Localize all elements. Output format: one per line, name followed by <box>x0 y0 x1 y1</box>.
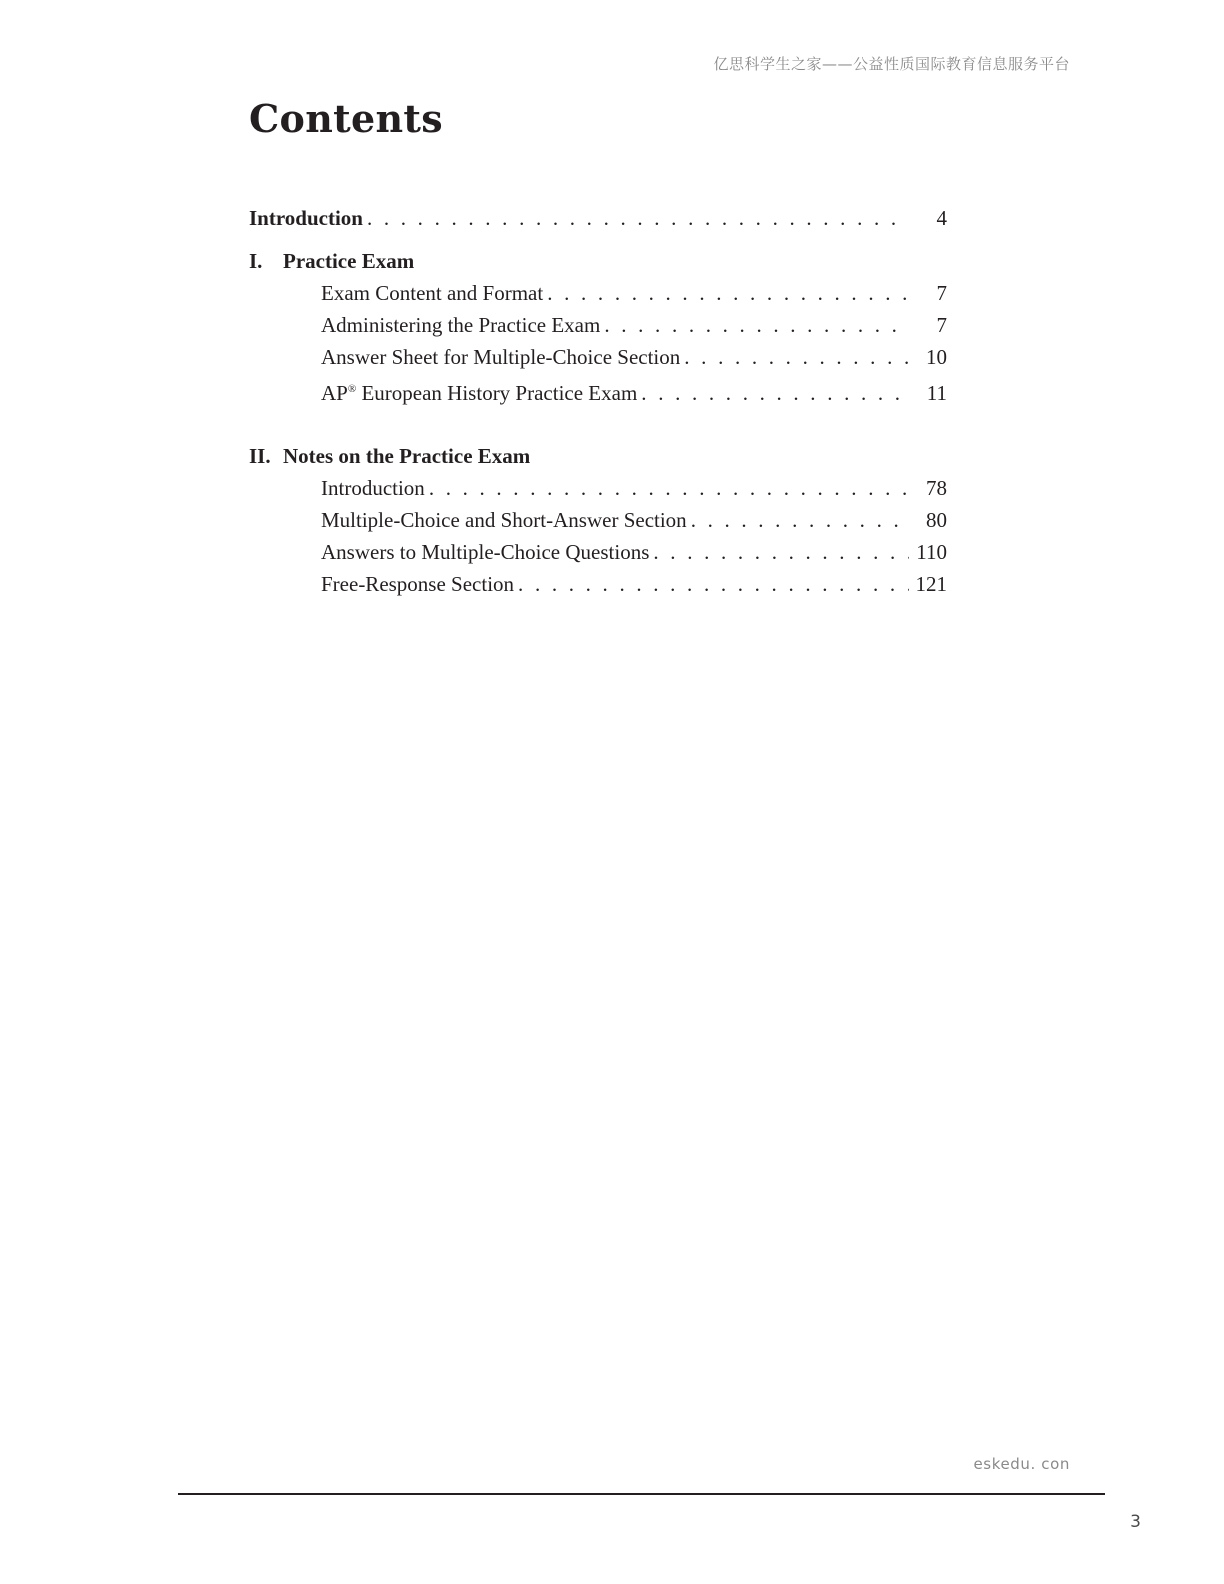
footer-watermark: eskedu. con <box>973 1455 1070 1473</box>
page-number: 3 <box>1130 1512 1141 1532</box>
toc-entry-multiple-choice-short-answer[interactable] <box>249 504 947 536</box>
toc-entry-label: Answer Sheet for Multiple-Choice Section <box>321 345 681 369</box>
toc-entry-label: Exam Content and Format <box>321 281 544 305</box>
toc-entry-exam-content[interactable] <box>249 277 947 309</box>
dot-leader <box>518 568 909 600</box>
toc-entry-label: Multiple-Choice and Short-Answer Section <box>321 508 687 532</box>
toc-entry-label: Introduction <box>249 206 363 230</box>
toc-entry-page: 7 <box>936 281 947 305</box>
section-title: Practice Exam <box>283 249 415 273</box>
dot-leader <box>691 504 909 536</box>
section-number: II. <box>249 444 271 468</box>
section-heading-notes[interactable] <box>249 440 947 472</box>
toc-entry-page: 4 <box>936 206 947 230</box>
dot-leader <box>684 341 909 373</box>
toc-entry-practice-exam[interactable] <box>249 373 947 405</box>
toc-entry-free-response[interactable] <box>249 568 947 600</box>
toc-entry-page: 11 <box>926 381 947 405</box>
registered-mark: ® <box>347 383 357 395</box>
label-prefix: AP <box>321 381 348 405</box>
toc-entry-label <box>321 373 637 409</box>
toc-entry-page: 10 <box>926 345 947 369</box>
toc-entry-label: Free-Response Section <box>321 572 515 596</box>
toc-entry-notes-introduction[interactable] <box>249 472 947 504</box>
toc-entry-answer-sheet[interactable] <box>249 341 947 373</box>
toc-entry-administering[interactable] <box>249 309 947 341</box>
table-of-contents <box>249 202 947 600</box>
footer-divider <box>178 1493 1105 1495</box>
dot-leader <box>429 472 909 504</box>
toc-entry-label: Answers to Multiple-Choice Questions <box>321 540 650 564</box>
toc-entry-page: 110 <box>916 540 947 564</box>
toc-entry-page: 7 <box>936 313 947 337</box>
header-watermark: 亿思科学生之家——公益性质国际教育信息服务平台 <box>713 55 1070 73</box>
dot-leader <box>547 277 909 309</box>
section-number: I. <box>249 249 263 273</box>
dot-leader <box>604 309 909 341</box>
dot-leader <box>641 377 909 409</box>
toc-entry-page: 80 <box>926 508 947 532</box>
toc-entry-label: Administering the Practice Exam <box>321 313 601 337</box>
section-title: Notes on the Practice Exam <box>283 444 531 468</box>
page-title: Contents <box>249 96 443 141</box>
toc-entry-page: 78 <box>926 476 947 500</box>
dot-leader <box>367 202 909 234</box>
label-suffix: European History Practice Exam <box>356 381 638 405</box>
toc-entry-answers[interactable] <box>249 536 947 568</box>
toc-entry-label: Introduction <box>321 476 425 500</box>
section-heading-practice-exam[interactable] <box>249 245 947 277</box>
toc-entry-page: 121 <box>915 572 947 596</box>
dot-leader <box>653 536 909 568</box>
toc-entry-introduction[interactable] <box>249 202 947 234</box>
